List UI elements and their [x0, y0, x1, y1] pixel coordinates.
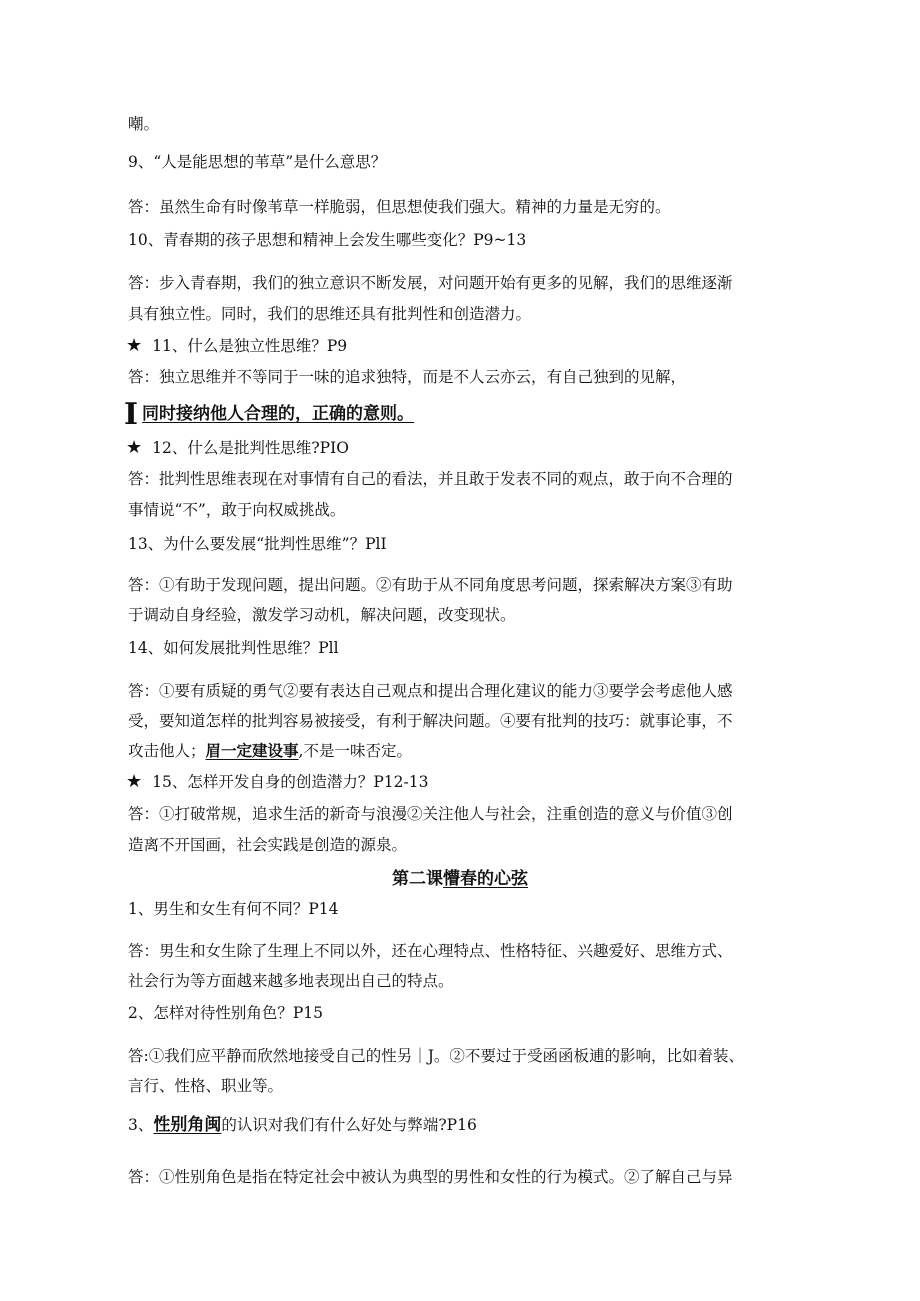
question-2: 2、怎样对待性别角色？P15 [128, 1004, 324, 1022]
question-15 [126, 771, 428, 793]
question-13: 13、为什么要发展“批判性思维”？PlI [128, 535, 387, 553]
question-12-text: 12、什么是批判性思维?PIO [152, 439, 349, 457]
answer-13-line2: 于调动自身经验，激发学习动机，解决问题，改变现状。 [128, 606, 516, 624]
answer-2-line1: 答:①我们应平静而欣然地接受自己的性另｜J。②不要过于受函函板逋的影响，比如着装、 [128, 1047, 744, 1065]
answer-14-line2: 受，要知道怎样的批判容易被接受，有利于解决问题。④要有批判的技巧：就事论事，不 [128, 712, 733, 730]
text-line: 嘲。 [128, 115, 160, 133]
answer-14-prefix: 攻击他人； [128, 742, 206, 760]
question-12 [126, 437, 349, 459]
answer-2-line2: 言行、性格、职业等。 [128, 1077, 284, 1095]
answer-14-line1: 答：①要有质疑的勇气②要有表达自己观点和提出合理化建议的能力③要学会考虑他人感 [128, 682, 733, 700]
answer-9: 答：虽然生命有时像苇草一样脆弱，但思想使我们强大。精神的力量是无穷的。 [128, 198, 671, 216]
answer-14-suffix: ,不是一味否定。 [298, 742, 412, 760]
answer-11-line2 [124, 397, 415, 432]
star-icon: ★ [126, 437, 143, 458]
section-title-underlined: 懵春的心弦 [443, 869, 528, 889]
answer-10-line1: 答：步入青春期，我们的独立意识不断发展，对问题开始有更多的见解，我们的思维逐渐 [128, 274, 733, 292]
answer-13-line1: 答：①有助于发现问题，提出问题。②有助于从不同角度思考问题，探索解决方案③有助 [128, 576, 733, 594]
question-15-text: 15、怎样开发自身的创造潜力？P12-13 [152, 773, 429, 791]
section-title-prefix: 第二课 [392, 869, 443, 889]
answer-3-line1: 答：①性别角色是指在特定社会中被认为典型的男性和女性的行为模式。②了解自己与异 [128, 1168, 733, 1186]
question-1: 1、男生和女生有何不同？P14 [128, 900, 339, 918]
cursor-mark-icon: I [124, 397, 139, 432]
answer-1-line2: 社会行为等方面越来越多地表现出自己的特点。 [128, 972, 454, 990]
answer-11-underlined: 同时接纳他人合理的，正确的意则。 [142, 404, 415, 424]
star-icon: ★ [126, 771, 143, 792]
section-title [0, 864, 920, 889]
question-3-number: 3、 [128, 1116, 154, 1134]
answer-12-line1: 答：批判性思维表现在对事情有自己的看法，并且敢于发表不同的观点，敢于向不合理的 [128, 470, 733, 488]
question-3-underlined: 性别角闽 [153, 1115, 222, 1135]
question-10: 10、青春期的孩子思想和精神上会发生哪些变化？P9~13 [128, 231, 527, 249]
question-11 [126, 335, 347, 357]
question-3 [128, 1114, 477, 1136]
answer-15-line2: 造离不开国画，社会实践是创造的源泉。 [128, 836, 408, 854]
answer-12-line2: 事情说“不”，敢于向权威挑战。 [128, 501, 346, 519]
question-14: 14、如何发展批判性思维？Pll [128, 639, 339, 657]
question-9: 9、“人是能思想的苇草”是什么意思？ [128, 153, 387, 171]
answer-1-line1: 答：男生和女生除了生理上不同以外，还在心理特点、性格特征、兴趣爱好、思维方式、 [128, 942, 733, 960]
star-icon: ★ [126, 335, 143, 356]
answer-11-line1: 答：独立思维并不等同于一味的追求独特，而是不人云亦云，有自己独到的见解， [128, 368, 687, 386]
question-3-text: 的认识对我们有什么好处与弊端?P16 [221, 1116, 477, 1134]
question-11-text: 11、什么是独立性思维？P9 [152, 337, 348, 355]
answer-14-underlined: 眉一定建设事 [205, 742, 299, 760]
answer-14-line3 [128, 740, 412, 762]
answer-10-line2: 具有独立性。同时，我们的思维还具有批判性和创造潜力。 [128, 305, 532, 323]
answer-15-line1: 答：①打破常规，追求生活的新奇与浪漫②关注他人与社会，注重创造的意义与价值③创 [128, 805, 733, 823]
